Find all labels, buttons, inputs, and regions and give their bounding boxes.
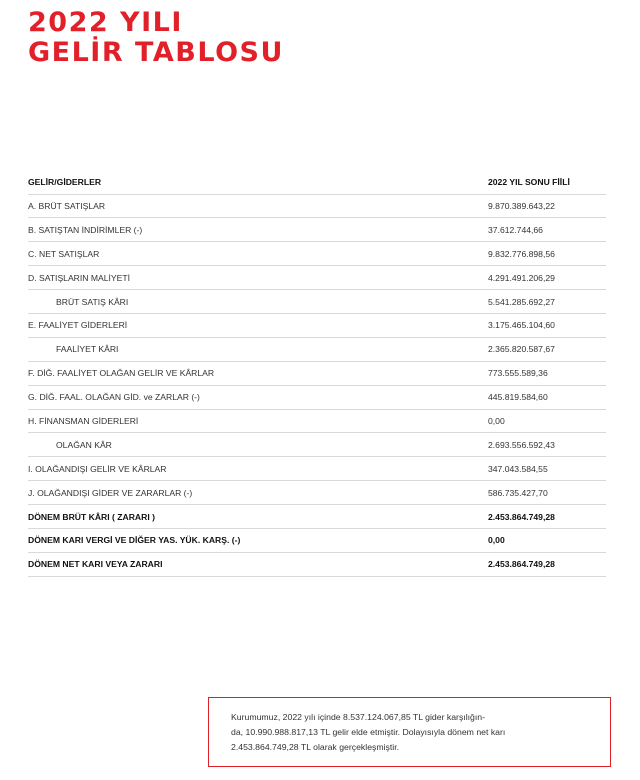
row-value: 2.453.864.749,28: [488, 559, 555, 570]
row-label: C. NET SATIŞLAR: [28, 248, 100, 259]
table-row: [28, 505, 606, 529]
page-title: [28, 8, 284, 68]
row-value: 5.541.285.692,27: [488, 296, 555, 307]
table-row: [28, 410, 606, 434]
column-header-items: GELİR/GİDERLER: [28, 177, 102, 188]
summary-note-box: [208, 697, 611, 767]
table-row: [28, 195, 606, 219]
table-row: [28, 553, 606, 577]
table-row: [28, 338, 606, 362]
note-line-2: da, 10.990.988.817,13 TL gelir elde etmiştir. Dolayısıyla dönem net karı: [231, 727, 506, 737]
table-row: [28, 362, 606, 386]
row-label: A. BRÜT SATIŞLAR: [28, 200, 106, 211]
row-value: 2.453.864.749,28: [488, 511, 555, 522]
row-label: J. OLAĞANDIŞI GİDER VE ZARARLAR (-): [28, 487, 193, 498]
title-line-1: 2022 YILI: [28, 7, 183, 38]
row-value: 2.693.556.592,43: [488, 439, 555, 450]
table-row: [28, 457, 606, 481]
row-value: 9.832.776.898,56: [488, 248, 555, 259]
table-row: [28, 481, 606, 505]
table-row: [28, 433, 606, 457]
row-value: 4.291.491.206,29: [488, 272, 555, 283]
row-label: FAALİYET KÂRI: [56, 344, 119, 355]
row-label: G. DİĞ. FAAL. OLAĞAN GİD. ve ZARLAR (-): [28, 392, 200, 403]
row-label: H. FİNANSMAN GİDERLERİ: [28, 415, 139, 426]
row-value: 37.612.744,66: [488, 224, 543, 235]
row-label: B. SATIŞTAN İNDİRİMLER (-): [28, 224, 143, 235]
title-line-2: GELİR TABLOSU: [28, 37, 284, 68]
table-row: [28, 218, 606, 242]
row-value: 445.819.584,60: [488, 392, 548, 403]
row-label: E. FAALİYET GİDERLERİ: [28, 320, 128, 331]
row-label: I. OLAĞANDIŞI GELİR VE KÂRLAR: [28, 463, 167, 474]
note-line-3: 2.453.864.749,28 TL olarak gerçekleşmiştir.: [231, 742, 400, 752]
row-label: DÖNEM BRÜT KÂRI ( ZARARI ): [28, 511, 155, 522]
row-label: D. SATIŞLARIN MALİYETİ: [28, 272, 131, 283]
row-value: 9.870.389.643,22: [488, 200, 555, 211]
row-value: 586.735.427,70: [488, 487, 548, 498]
row-value: 0,00: [488, 535, 505, 546]
row-label: F. DİĞ. FAALİYET OLAĞAN GELİR VE KÂRLAR: [28, 368, 215, 379]
table-row: [28, 266, 606, 290]
table-row: [28, 242, 606, 266]
row-value: 0,00: [488, 415, 505, 426]
row-value: 3.175.465.104,60: [488, 320, 555, 331]
row-value: 773.555.589,36: [488, 368, 548, 379]
row-label: DÖNEM NET KARI VEYA ZARARI: [28, 559, 163, 570]
note-line-1: Kurumumuz, 2022 yılı içinde 8.537.124.067,85 TL gider karşılığın-: [231, 712, 486, 722]
table-row: [28, 290, 606, 314]
row-label: BRÜT SATIŞ KÂRI: [56, 296, 129, 307]
row-value: 347.043.584,55: [488, 463, 548, 474]
table-header-row: [28, 171, 606, 195]
row-label: OLAĞAN KÂR: [56, 439, 112, 450]
row-label: DÖNEM KARI VERGİ VE DİĞER YAS. YÜK. KARŞ. (-): [28, 535, 241, 546]
table-row: [28, 314, 606, 338]
row-value: 2.365.820.587,67: [488, 344, 555, 355]
table-row: [28, 386, 606, 410]
column-header-actual: 2022 YIL SONU FİİLİ: [488, 177, 570, 188]
income-statement-table: [28, 171, 606, 577]
table-row: [28, 529, 606, 553]
